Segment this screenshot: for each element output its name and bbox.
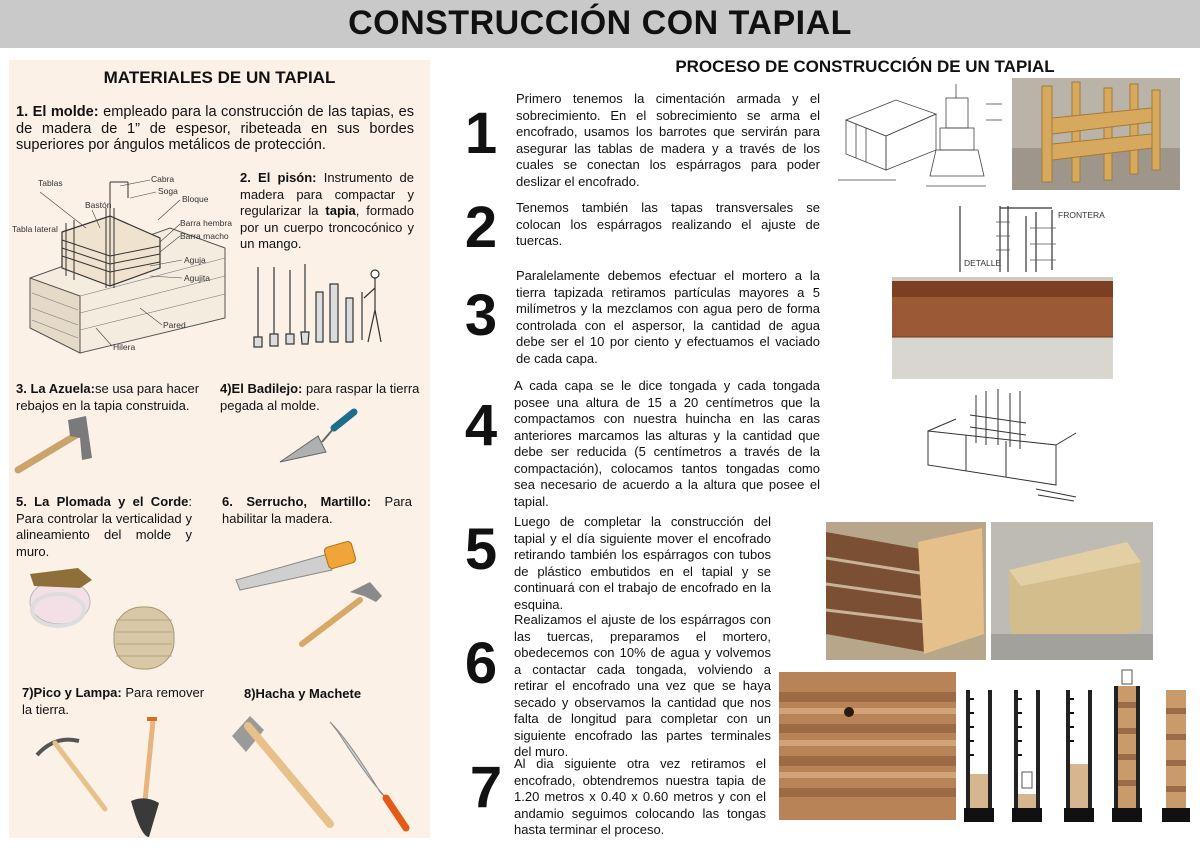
hacha-description: 8)Hacha y Machete [244,686,362,701]
step-5-finished-block-photo [991,522,1153,660]
step-7-number: 7 [469,755,503,820]
label-pared: Pared [163,320,186,330]
pison-tools-illustration [250,262,395,350]
molde-description: 1. El molde: empleado para la construcción de las tapias, es de madera de 1” de espesor, ribeteada en sus bordes superiores por ángulos metálicos de protección. [16,104,415,153]
step-2-number: 2 [464,195,498,260]
step-5-formwork-corner-photo [826,522,986,660]
step-5-text: Luego de completar la construcción del tapial y el día siguiente mover el encofrado retirando también los espárragos con tubos de plástico embutidos en el tapial y se continuará con el trabajo de encofrado en la esquina. [514,514,771,612]
plomada-illustration [18,562,183,672]
step-2-text: Tenemos también las tapas transversales se colocan los espárragos realizando el ajuste de tuercas. [516,200,820,248]
label-barra-hembra: Barra hembra [180,218,232,228]
mold-diagram [10,168,232,358]
step-1-text: Primero tenemos la cimentación armada y el sobrecimiento. En el sobrecimiento se arma el encofrado, usamos los barrotes que servirán para asegurar las tablas de madera y a través de los cuales se conectan los espárragos para poder deslizar el encofrado. [516,91,820,189]
step-6-rammed-earth-wall-photo [779,672,956,820]
step-1-foundation-sketch [836,80,1006,198]
serrucho-description: 6. Serrucho, Martillo: Para habilitar la madera. [222,494,412,526]
step-6-text: Realizamos el ajuste de los espárragos con las tuercas, preparamos el mortero, obedecemos con 10% de agua y volvemos a contactar cada tongada, volviendo a retirar el encofrado una vez que se haya secado y observamos la cantidad que nos falta de longitud para completar con un siguiente encofrado las partes terminales del muro. [514,612,771,759]
step-3-number: 3 [464,283,498,348]
label-baston: Bastón [85,200,112,210]
page-title: CONSTRUCCIÓN CON TAPIAL [348,4,852,42]
step-6-number: 6 [464,631,498,696]
step-4-text: A cada capa se le dice tongada y cada tongada posee una altura de 15 a 20 centímetros que la compactamos con nuestra huincha en las caras anteriores marcamos las alturas y la cantidad que debe ser reducida (5 centímetros a través de la compactación), colocamos tantos tongadas como sea necesario de acuerdo a la altura que posee el tapial. [514,378,820,509]
hacha-machete-illustration [230,712,416,838]
label-hilera: Hilera [113,342,136,352]
badilejo-illustration [278,406,360,466]
step-4-number: 4 [464,393,498,458]
label-detalle: DETALLE [964,258,1002,268]
step-6-7-layering-diagram [960,668,1190,824]
pico-lampa-illustration [35,715,175,841]
step-1-formwork-photo [1012,78,1180,190]
label-bloque: Bloque [182,194,209,204]
label-aguja: Aguja [184,255,206,265]
label-soga: Soga [158,186,178,196]
serrucho-martillo-illustration [232,540,392,652]
step-3-text: Paralelamente debemos efectuar el mortero a la tierra tapizada retiramos partículas mayores a 5 milímetros y la mezclamos con agua pero de forma controlada con el aspersor, la cantidad de agua debe ser el 10 por ciento y efectuamos el vaciado de cada capa. [516,268,820,366]
pico-description: 7)Pico y Lampa: Para remover la tierra. [22,685,205,717]
azuela-description: 3. La Azuela:se usa para hacer rebajos en la tapia construida. [16,381,200,413]
label-frontera: FRONTERA [1058,210,1105,220]
step-7-text: Al dia siguiente otra vez retiramos el encofrado, obtendremos nuestra tapia de 1.20 metros x 0.40 x 0.60 metros y con el andamio seguimos colocando las tongas hasta terminar el proceso. [514,756,766,837]
azuela-illustration [12,414,100,476]
badilejo-description: 4)El Badilejo: para raspar la tierra pegada al molde. [220,381,420,413]
step-4-compaction-sketch [926,385,1094,505]
step-2-formwork-sketch [940,202,1105,274]
plomada-description: 5. La Plomada y el Corde: Para controlar la verticalidad y alineamiento del molde y muro. [16,494,192,559]
label-tablas: Tablas [38,178,63,188]
step-3-earth-layer-photo [892,277,1113,379]
step-1-number: 1 [464,101,498,166]
label-tabla-lateral: Tabla lateral [12,224,58,234]
materials-heading: MATERIALES DE UN TAPIAL [103,68,336,87]
label-barra-macho: Barra macho [180,231,229,241]
label-cabra: Cabra [151,174,175,184]
process-heading: PROCESO DE CONSTRUCCIÓN DE UN TAPIAL [675,57,1055,76]
label-agujita: Agujita [184,273,210,283]
pison-description: 2. El pisón: Instrumento de madera para compactar y regularizar la tapia, formado por un cuerpo troncocónico y un mango. [240,170,415,251]
step-5-number: 5 [464,517,498,582]
